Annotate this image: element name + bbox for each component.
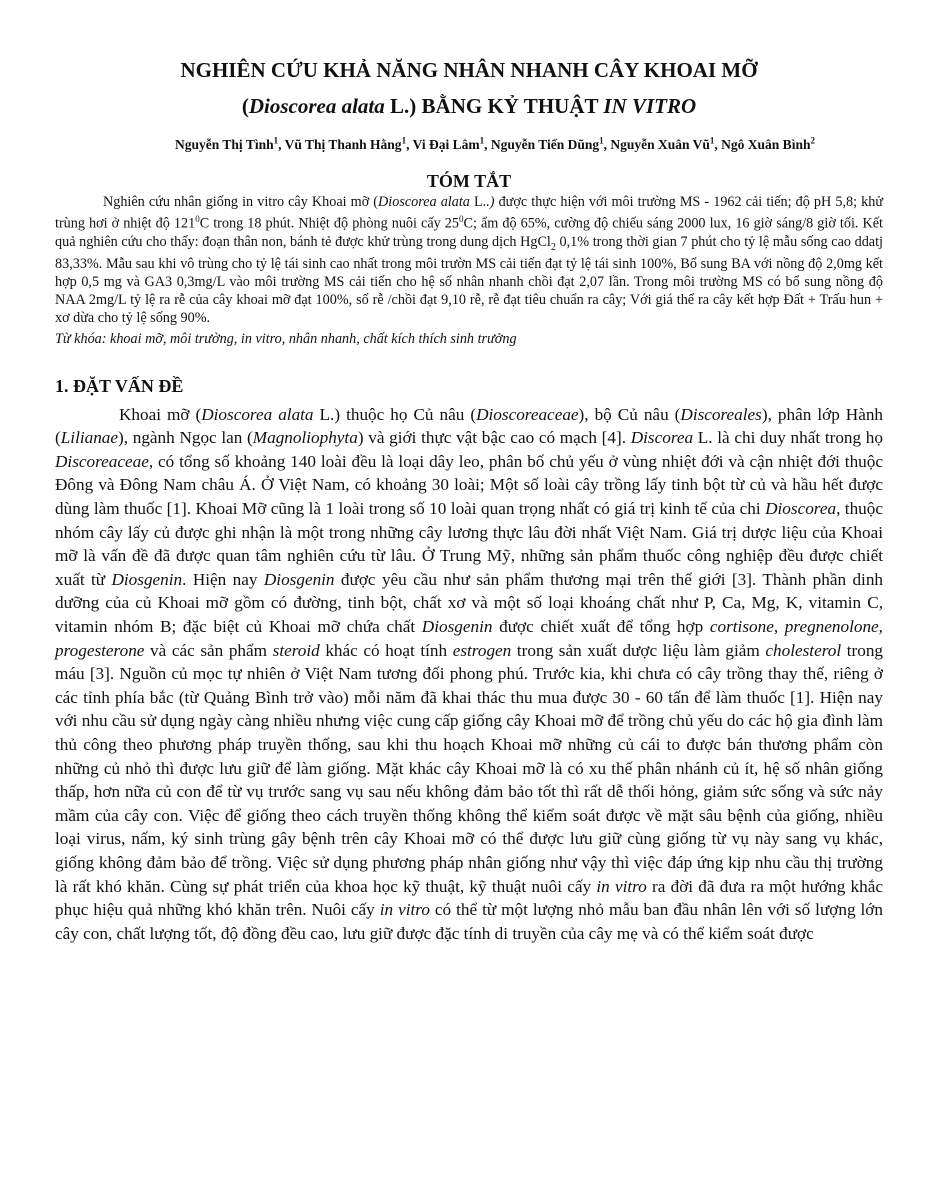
author (285, 137, 413, 152)
italic-term: Diosgenin (263, 569, 335, 589)
author-separator: , (603, 136, 611, 152)
text-seg: khác có hoạt tính (319, 640, 453, 660)
abstract-seg: C; ẩm độ 65%, cường độ chiếu sáng 2000 lux, 16 giờ sáng/8 giờ tối. Kết quả nghiên cứu cho thấy: đoạn thân non, bánh tẻ được khử trùng trong dung dịch HgCl (55, 216, 883, 250)
text-seg: trong sản xuất dược liệu làm giảm (511, 640, 766, 660)
text-seg: có thể từ một lượng nhỏ mẫu ban đầu nhân lên với số lượng lớn cây con, chất lượng tốt, độ đồng đều cao, lưu giữ được đặc tính di truyền của cây mẹ và có thể kiểm soát được (55, 900, 883, 943)
italic-term: Magnoliophyta (252, 428, 358, 448)
text-seg: L. là chi duy nhất trong họ (693, 428, 883, 448)
abstract-italic: .) (486, 193, 495, 210)
italic-term: Discorea (630, 428, 694, 448)
title-paren: ( (241, 94, 249, 118)
italic-term: estrogen (452, 640, 512, 660)
author-affiliation: 2 (810, 135, 815, 145)
abstract-seg: được thực hiện với môi trường MS - 1962 cải tiến; độ pH 5,8; khử trùng hơi ở nhiệt độ 121 (55, 193, 884, 233)
keywords: Từ khóa: khoai mỡ, môi trường, in vitro, nhân nhanh, chất kích thích sinh trưởng (55, 330, 517, 347)
abstract-seg: 0,1% trong thời gian 7 phút cho tỷ lệ mẫu sống cao ddatj 83,33%. Mẫu sau khi vô trùng cho tỷ lệ tái sinh cao nhất trong môi trườn MS cải tiến đạt tỷ lệ tái sinh 100%, Bổ sung BA với nồng độ 2,0mg kết hợp 0,5 mg và GA3 0,3mg/L vào môi trường MS cải tiến cho hệ số nhân nhanh chồi đạt 2,07 lần. Trong môi trường MS có bổ sung nồng độ NAA 2mg/L tỷ lệ ra rễ của cây khoai mỡ đạt 100%, số rễ /chồi đạt 9,10 rễ, rễ đạt tiêu chuẩn ra cây; Với giá thể ra cây kết hợp Đất + Trấu hun + xơ dừa cho tỷ lệ sống 90%. (55, 233, 883, 326)
section-paragraph (55, 403, 883, 946)
italic-term: Dioscorea (765, 499, 837, 519)
text-seg: , có tổng số khoảng 140 loài đều là loại dây leo, phân bố chủ yếu ở vùng nhiệt đới và cận nhiệt đới thuộc Đông và Đông Nam châu Á. Ở Việt Nam, có khoảng 30 loài; Một số loài cây trồng lấy tinh bột từ củ và hầu hết được dùng làm thuốc [1]. Khoai Mỡ cũng là 1 loài trong số 10 loài quan trọng nhất có giá trị kinh tế của chi (55, 451, 883, 519)
italic-term: cortisone, pregnenolone, progesterone (55, 616, 883, 660)
author-name: Nguyễn Tiến Dũng (490, 136, 600, 152)
author-name: Vũ Thị Thanh Hằng (284, 136, 402, 152)
author-separator: , (484, 136, 491, 152)
author-name: Vi Đại Lâm (412, 136, 480, 152)
text-seg: ), ngành Ngọc lan ( (118, 428, 253, 448)
text-seg: trong máu [3]. Nguồn củ mọc tự nhiên ở Việt Nam tương đối phong phú. Trước kia, khi chưa có cây trồng thay thế, riêng ở các tỉnh phía bắc (từ Quảng Bình trở vào) mỗi năm đã khai thác thu mua được 30 - 60 tấn để làm thuốc [1]. Hiện nay với nhu cầu sử dụng ngày càng nhiều nhưng việc cung cấp giống cây Khoai mỡ để trồng chủ yếu do các hộ gia đình làm thủ công theo phương pháp truyền thống, sau khi thu hoạch Khoai mỡ những củ cái to được bán thương phẩm còn những củ nhỏ thì được lưu giữ để làm giống. Mặt khác cây Khoai mỡ là có xu thế phân nhánh củ ít, hệ số nhân giống thấp, hơn nữa củ con để từ vụ trước sang vụ sau nếu không đảm bảo tốt thì rất dễ thối hỏng, giảm sức sống và sức nảy mầm của cây con. Việc để giống theo cách truyền thống không thể kiểm soát được về mặt sâu bệnh của giống, nhiều loại virus, nấm, ký sinh trùng gây bệnh trên cây Khoai mỡ có thể được lưu giữ cùng giống từ vụ này sang vụ khác, giống không đảm bảo để trồng. Việc sử dụng phương pháp nhân giống như vậy thì việc đáp ứng kịp nhu cầu thị trường là rất khó khăn. Cùng sự phát triển của khoa học kỹ thuật, kỹ thuật nuôi cấy (55, 640, 884, 896)
italic-term: Discoreales (680, 404, 762, 424)
italic-term: in vitro (379, 900, 430, 920)
author-affiliation: 1 (599, 135, 604, 145)
title-line-2 (242, 94, 696, 118)
author-name: Nguyễn Xuân Vũ (610, 136, 710, 152)
author-affiliation: 1 (273, 135, 279, 145)
author (721, 137, 815, 152)
italic-term: Diosgenin (111, 569, 183, 589)
degree-superscript: 0 (458, 214, 464, 225)
abstract-text (55, 194, 883, 328)
author (491, 137, 611, 152)
section-heading: 1. ĐẶT VẤN ĐỀ (55, 375, 184, 396)
text-seg: ra đời đã đưa ra một hướng khắc phục hiệu quả những khó khăn trên. Nuôi cấy (55, 876, 883, 920)
author-affiliation: 1 (709, 135, 715, 145)
paper-title (55, 52, 883, 124)
author-affiliation: 1 (479, 135, 485, 145)
italic-term: Discoreaceae (55, 451, 149, 471)
abstract-seg: L. (469, 193, 487, 210)
abstract-seg: Nghiên cứu nhân giống in vitro cây Khoai mỡ ( (103, 193, 379, 210)
author-name: Nguyễn Thị Tình (175, 136, 274, 152)
text-seg: ) và giới thực vật bậc cao có mạch [4]. (357, 428, 631, 448)
text-seg: L.) thuộc họ Củ nâu ( (313, 404, 477, 424)
italic-term: Diosgenin (421, 616, 493, 636)
author (610, 137, 721, 152)
abstract-heading: TÓM TẮT (426, 170, 512, 191)
author (175, 137, 285, 152)
author-separator: , (714, 136, 722, 152)
title-method: IN VITRO (603, 94, 697, 118)
italic-term: Dioscoreaceae (476, 404, 579, 424)
author-affiliation: 1 (401, 135, 407, 145)
italic-term: Dioscorea alata (201, 404, 314, 424)
italic-term: steroid (272, 640, 320, 660)
text-seg: và các sản phẩm (144, 640, 273, 660)
author-list (55, 130, 883, 155)
author (413, 137, 491, 152)
degree-superscript: 0 (195, 214, 200, 225)
author-separator: , (406, 136, 413, 152)
text-seg: được chiết xuất để tổng hợp (492, 616, 710, 636)
text-seg: ), phân lớp Hành ( (55, 404, 884, 448)
italic-term: Lilianae (60, 428, 119, 448)
abstract-seg: C trong 18 phút. Nhiệt độ phòng nuôi cấy 25 (199, 216, 459, 233)
title-mid: L.) BẰNG KỶ THUẬT (384, 94, 604, 118)
italic-term: in vitro (596, 876, 647, 896)
text-seg: được yêu cầu như sản phẩm thương mại trên thế giới [3]. Thành phần dinh dưỡng của củ Khoai mỡ gồm có đường, tinh bột, chất xơ và một số loại khoáng chất như P, Ca, Mg, K, vitamin C, vitamin nhóm B; đặc biệt củ Khoai mỡ chứa chất (55, 569, 884, 636)
author-name: Ngô Xuân Bình (721, 136, 811, 152)
title-line-1: NGHIÊN CỨU KHẢ NĂNG NHÂN NHANH CÂY KHOAI MỠ (180, 58, 758, 82)
italic-term: cholesterol (765, 640, 842, 660)
text-seg: , thuộc nhóm cây lấy củ được ghi nhận là một trong những cây lương thực lâu đời nhất Việt Nam. Giá trị dược liệu của Khoai mỡ là vấn đề đã được quan tâm nghiên cứu từ lâu. Ở Trung Mỹ, những sản phẩm thuốc công nghiệp đều được chiết xuất từ (55, 499, 883, 589)
author-separator: , (278, 136, 285, 152)
text-seg: . Hiện nay (182, 569, 264, 589)
text-seg: Khoai mỡ ( (119, 404, 202, 424)
title-species: Dioscorea alata (248, 94, 385, 118)
abstract-italic: Dioscorea alata (378, 193, 470, 210)
chemical-subscript: 2 (550, 241, 556, 253)
text-seg: ), bộ Củ nâu ( (578, 404, 681, 424)
